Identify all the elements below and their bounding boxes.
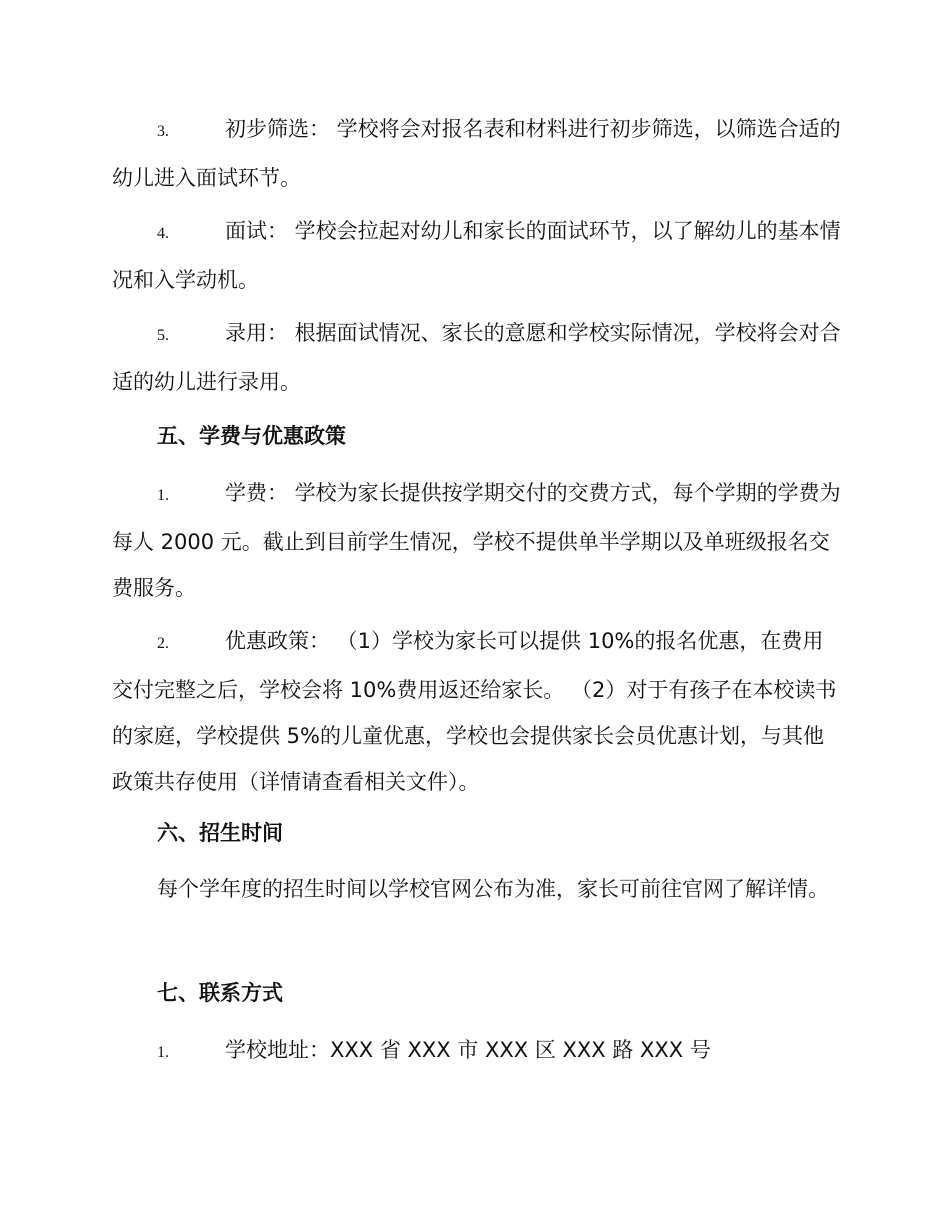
item-number: 1. <box>157 487 169 504</box>
item-text: 优惠政策： （1）学校为家长可以提供 10%的报名优惠，在费用交付完整之后，学校会将 10%费用返还给家长。 （2）对于有孩子在本校读书的家庭，学校提供 5%的儿童优惠，学校也会提供家长会员优惠计划，与其他政策共存使用（详情请查看相关文件）。 <box>112 629 837 794</box>
section-heading-tuition: 五、学费与优惠政策 <box>157 424 346 448</box>
item-number: 2. <box>157 635 169 652</box>
item-text: 录用： 根据面试情况、家长的意愿和学校实际情况，学校将会对合适的幼儿进行录用。 <box>112 321 841 394</box>
list-item-step-3 <box>112 106 842 201</box>
list-item-address <box>112 1027 842 1076</box>
list-item-step-5 <box>112 310 842 405</box>
section-heading-contact: 七、联系方式 <box>157 981 283 1005</box>
item-text: 学校地址：XXX 省 XXX 市 XXX 区 XXX 路 XXX 号 <box>225 1038 711 1062</box>
list-item-discount <box>112 618 842 805</box>
section-heading-admission-time: 六、招生时间 <box>157 821 283 845</box>
list-item-tuition <box>112 470 842 611</box>
item-text: 学费： 学校为家长提供按学期交付的交费方式，每个学期的学费为每人 2000 元。截止到目前学生情况，学校不提供单半学期以及单班级报名交费服务。 <box>112 481 841 600</box>
item-number: 1. <box>157 1044 169 1061</box>
item-text: 初步筛选： 学校将会对报名表和材料进行初步筛选，以筛选合适的幼儿进入面试环节。 <box>112 117 841 190</box>
item-number: 4. <box>157 225 169 242</box>
item-number: 3. <box>157 123 169 140</box>
item-text: 面试： 学校会拉起对幼儿和家长的面试环节，以了解幼儿的基本情况和入学动机。 <box>112 219 841 292</box>
list-item-step-4 <box>112 208 842 303</box>
item-number: 5. <box>157 327 169 344</box>
paragraph-admission-time: 每个学年度的招生时间以学校官网公布为准，家长可前往官网了解详情。 <box>157 877 829 901</box>
